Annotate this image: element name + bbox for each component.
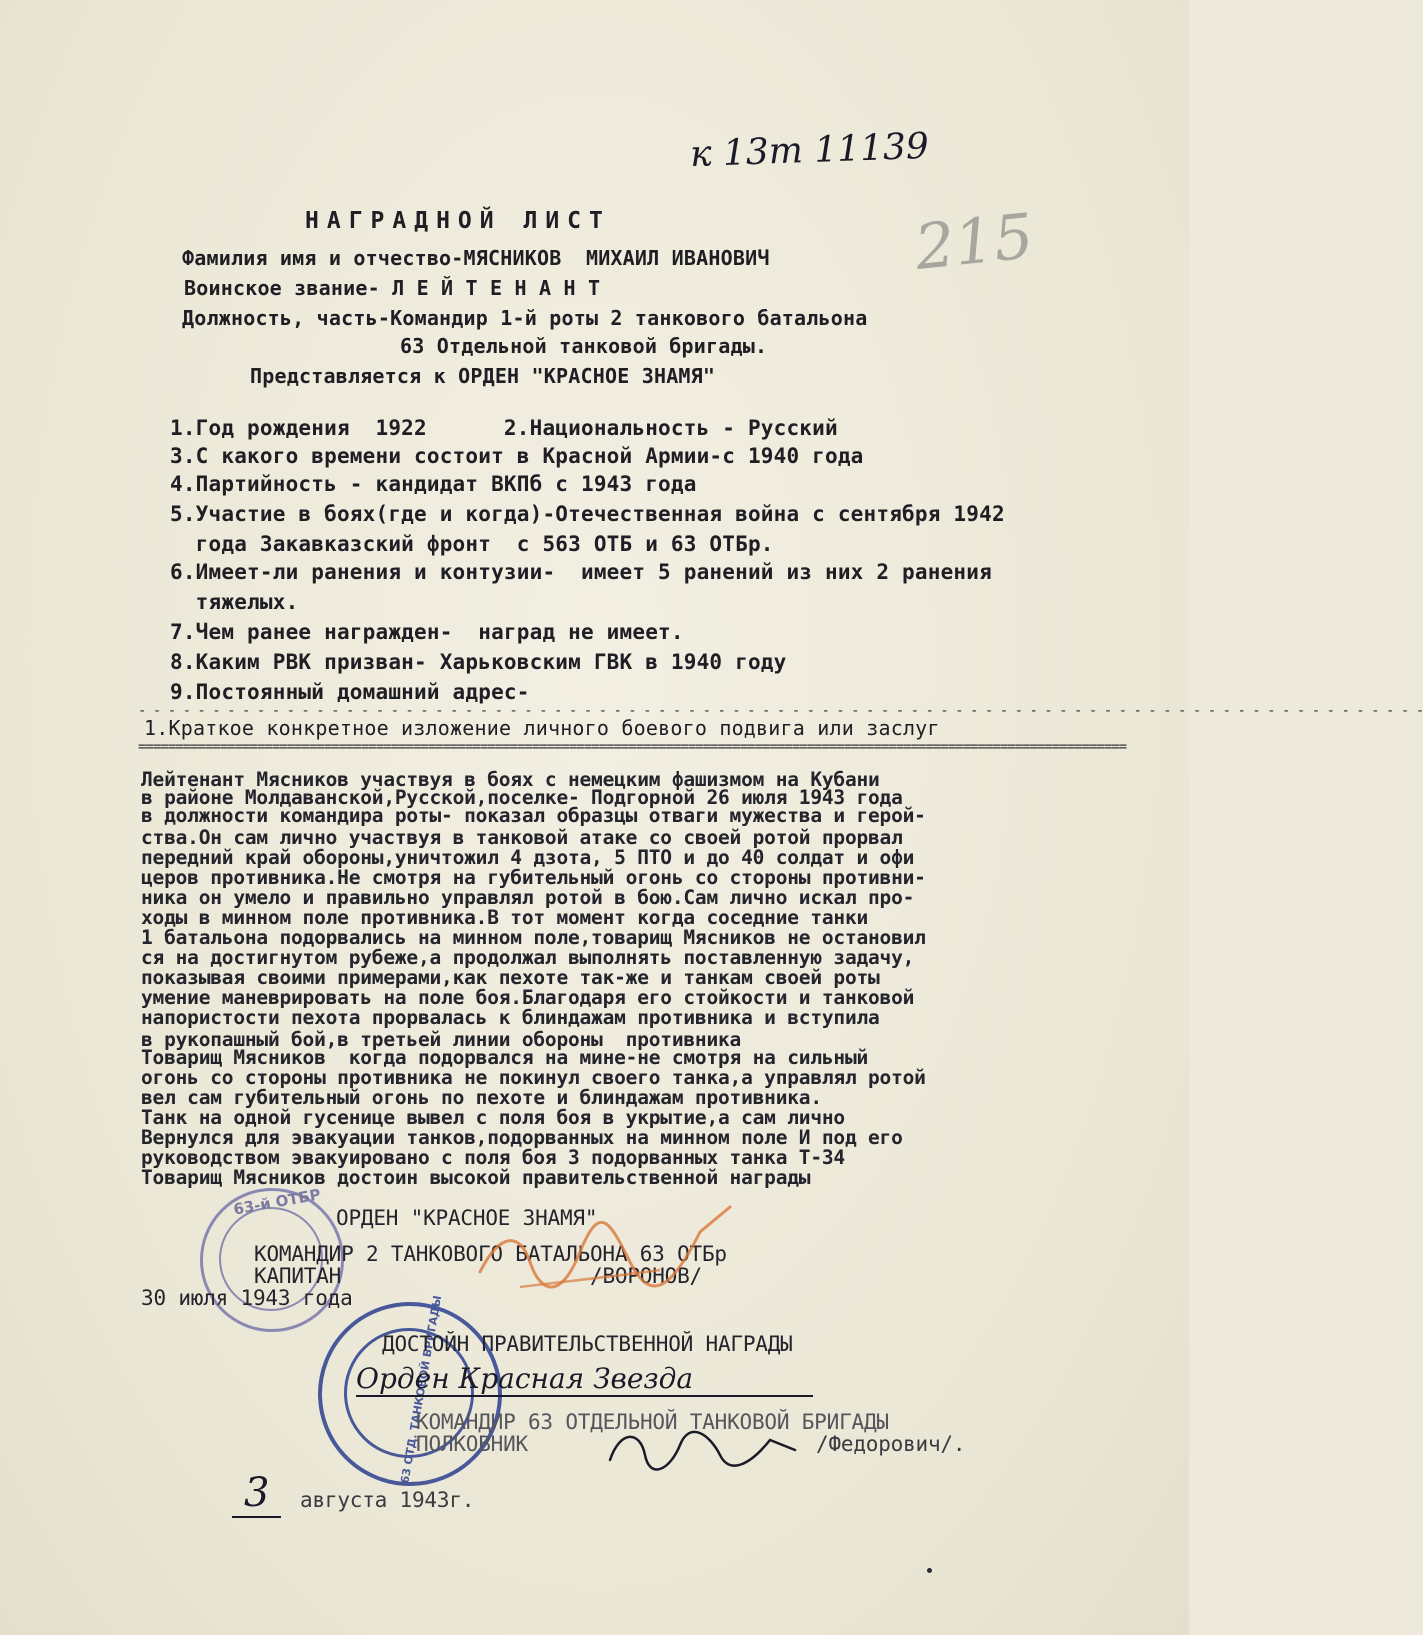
body-line: показывая своими примерами,как пехоте так-же и танкам своей роты: [141, 966, 880, 989]
handwritten-award: Орден Красная Звезда: [356, 1362, 813, 1397]
nomination-line: Представляется к ОРДЕН "КРАСНОЕ ЗНАМЯ": [250, 364, 716, 388]
brigade-commander-signature: [600, 1420, 800, 1480]
battalion-commander-rank: КАПИТАН: [254, 1264, 342, 1288]
body-line: ства.Он сам лично участвуя в танковой атаке со своей ротой прорвал: [141, 826, 903, 849]
item-line: 5.Участие в боях(где и когда)-Отечественная война с сентября 1942: [170, 502, 1005, 526]
recommendation-date: 30 июля 1943 года: [141, 1286, 353, 1310]
item-line: 8.Каким РВК призван- Харьковским ГВК в 1940 году: [170, 650, 787, 674]
item-line: 7.Чем ранее награжден- наград не имеет.: [170, 620, 684, 644]
brigade-stamp-text: 63 ОТД. ТАНКОВОЙ БРИГАДЫ: [398, 1294, 445, 1485]
section-rule-top: - - - - - - - - - - - - - - - - - - - - - - - - - - - - - - - - - - - - - - - - - - - - - - - - - - - - - - - - - - - - - - - - - - - - - - - - - - - - - - - - - - - - - - -: [138, 703, 1423, 719]
body-line: ника он умело и правильно управлял ротой в бою.Сам лично искал про-: [141, 886, 915, 909]
body-line: Товарищ Мясников достоин высокой правительственной награды: [141, 1166, 811, 1189]
body-line: ходы в минном поле противника.В тот момент когда соседние танки: [141, 906, 869, 929]
rank-line: Воинское звание- Л Е Й Т Е Н А Н Т: [184, 276, 601, 300]
body-line: напористости пехота прорвалась к блиндажам противника и вступила: [141, 1006, 880, 1029]
item-line: года Закавказский фронт с 563 ОТБ и 63 ОТБр.: [170, 532, 774, 556]
paper-dot: [927, 1568, 932, 1573]
battalion-commander-signature: [460, 1192, 740, 1322]
item-line: 1.Год рождения 1922 2.Национальность - Русский: [170, 416, 838, 440]
body-line: передний край обороны,уничтожил 4 дзота, 5 ПТО и до 40 солдат и офи: [141, 846, 915, 869]
body-line: ся на достигнутом рубеже,а продолжал выполнять поставленную задачу,: [141, 946, 915, 969]
brigade-commander-name: /Федорович/.: [816, 1432, 966, 1456]
item-line: 6.Имеет-ли ранения и контузии- имеет 5 ранений из них 2 ранения: [170, 560, 992, 584]
body-line: умение маневрировать на поле боя.Благодаря его стойкости и танковой: [141, 986, 915, 1009]
approval-date-day: 3: [232, 1470, 281, 1518]
battalion-stamp-text: 63-й ОТБР: [232, 1185, 323, 1219]
body-line: Танк на одной гусенице вывел с поля боя в укрытие,а сам лично: [141, 1106, 845, 1129]
body-line: 1 батальона подорвались на минном поле,товарищ Мясников не остановил: [141, 926, 926, 949]
body-line: в районе Молдаванской,Русской,поселке- Подгорной 26 июля 1943 года: [141, 786, 903, 809]
body-line: Вернулся для эвакуации танков,подорванных на минном поле И под его: [141, 1126, 903, 1149]
body-line: руководством эвакуировано с поля боя 3 подорванных танка Т-34: [141, 1146, 845, 1169]
recommended-award: ОРДЕН "КРАСНОЕ ЗНАМЯ": [336, 1206, 598, 1230]
body-line: церов противника.Не смотря на губительный огонь со стороны противни-: [141, 866, 926, 889]
section-heading: 1.Краткое конкретное изложение личного боевого подвига или заслуг: [144, 716, 940, 740]
body-line: Товарищ Мясников когда подорвался на мине-не смотря на сильный: [141, 1046, 869, 1069]
body-line: Лейтенант Мясников участвуя в боях с немецким фашизмом на Кубани: [141, 768, 880, 791]
margin-note: 215: [911, 199, 1037, 284]
body-line: в рукопашный бой,в третьей линии обороны противника: [141, 1028, 742, 1051]
item-line: тяжелых.: [170, 590, 299, 614]
document-title: НАГРАДНОЙ ЛИСТ: [305, 208, 611, 234]
name-line: Фамилия имя и отчество-МЯСНИКОВ МИХАИЛ ИВАНОВИЧ: [182, 246, 770, 270]
item-line: 4.Партийность - кандидат ВКПб с 1943 года: [170, 472, 697, 496]
body-line: в должности командира роты- показал образцы отваги мужества и герой-: [141, 804, 926, 827]
position-line-2: 63 Отдельной танковой бригады.: [400, 334, 768, 358]
body-line: вел сам губительный огонь по пехоте и блиндажам противника.: [141, 1086, 822, 1109]
battalion-commander-name: /ВОРОНОВ/: [590, 1264, 702, 1288]
item-line: 9.Постоянный домашний адрес-: [170, 680, 530, 704]
brigade-commander-rank: ПОЛКОВНИК: [416, 1432, 528, 1456]
battalion-commander-line: КОМАНДИР 2 ТАНКОВОГО БАТАЛЬОНА 63 ОТБр: [254, 1242, 727, 1266]
approval-date-rest: августа 1943г.: [300, 1488, 475, 1512]
item-line: 3.С какого времени состоит в Красной Армии-с 1940 года: [170, 444, 864, 468]
body-line: огонь со стороны противника не покинул своего танка,а управлял ротой: [141, 1066, 926, 1089]
archive-number-note: к 13т 11139: [689, 125, 930, 176]
approval-verdict: ДОСТОЙН ПРАВИТЕЛЬСТВЕННОЙ НАГРАДЫ: [382, 1332, 793, 1356]
position-line-1: Должность, часть-Командир 1-й роты 2 танкового батальона: [182, 306, 868, 330]
section-rule-bottom: =====================================================================================================================================: [138, 739, 1127, 755]
brigade-commander-line: КОМАНДИР 63 ОТДЕЛЬНОЙ ТАНКОВОЙ БРИГАДЫ: [416, 1410, 889, 1434]
